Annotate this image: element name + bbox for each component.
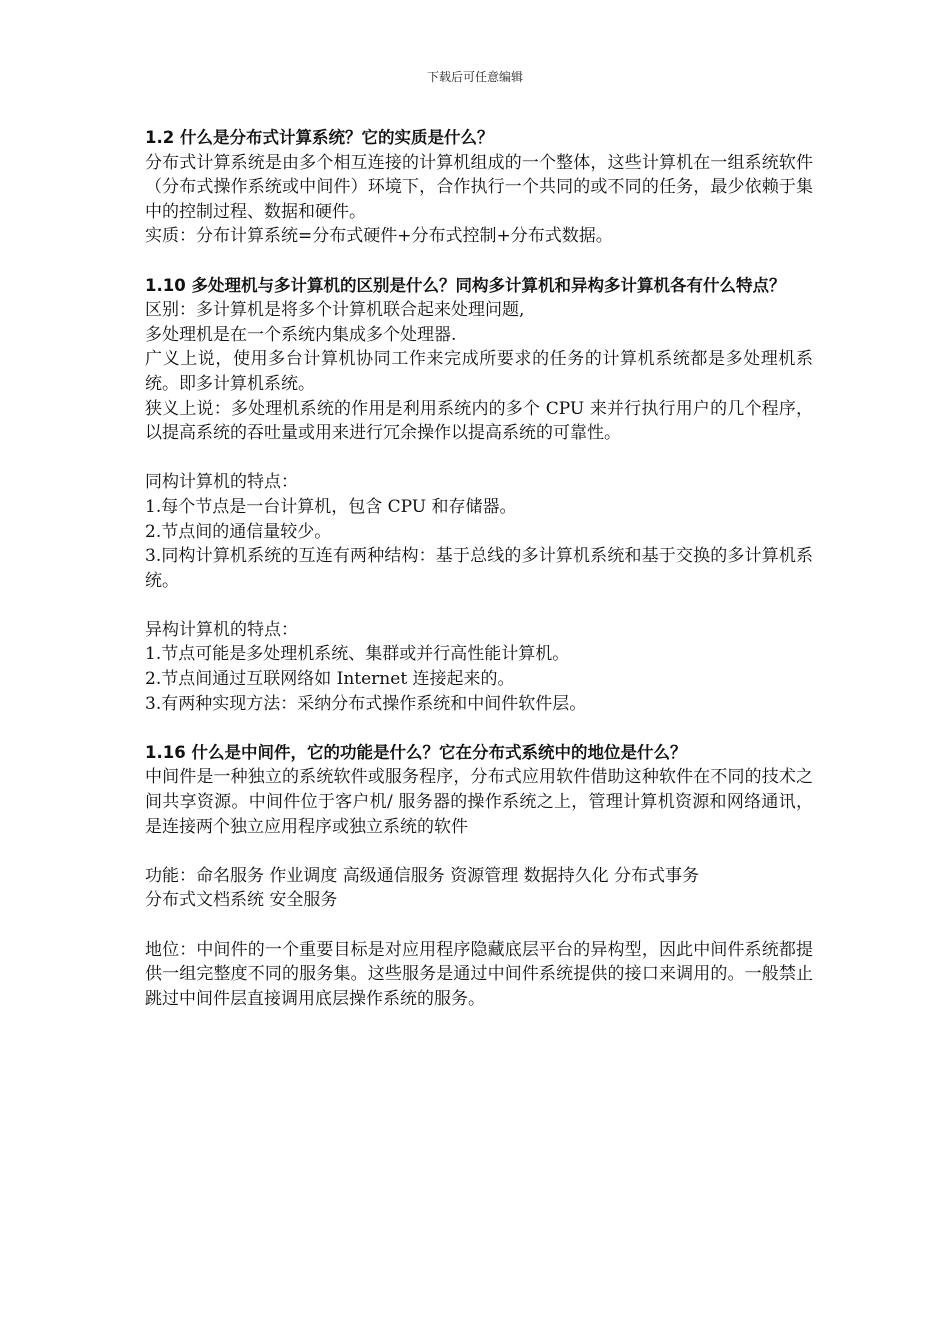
list-item: 1.每个节点是一台计算机，包含 CPU 和存储器。 <box>145 496 517 517</box>
section-middleware <box>145 741 813 1012</box>
spacer <box>145 839 813 864</box>
paragraph: 分布式计算系统是由多个相互连接的计算机组成的一个整体，这些计算机在一组系统软件（分布式操作系统或中间件）环境下，合作执行一个共同的或不同的任务，最少依赖于集中的控制过程、数据和硬件。 <box>145 152 813 222</box>
paragraph: 广义上说，使用多台计算机协同工作来完成所要求的任务的计算机系统都是多处理机系统。即多计算机系统。 <box>145 349 813 394</box>
paragraph: 实质：分布计算系统=分布式硬件+分布式控制+分布式数据。 <box>145 226 613 247</box>
document-body <box>145 126 813 1011</box>
section-multiprocessor <box>145 274 813 717</box>
subheading: 同构计算机的特点： <box>145 472 298 493</box>
page-header-note: 下载后可任意编辑 <box>426 70 523 84</box>
paragraph: 功能：命名服务 作业调度 高级通信服务 资源管理 数据持久化 分布式事务 <box>145 865 700 886</box>
spacer <box>145 593 813 618</box>
spacer <box>145 716 813 741</box>
question-heading: 1.10 多处理机与多计算机的区别是什么？同构多计算机和异构多计算机各有什么特点？ <box>145 275 786 295</box>
question-heading: 1.16 什么是中间件，它的功能是什么？它在分布式系统中的地位是什么？ <box>145 742 687 762</box>
paragraph: 狭义上说：多处理机系统的作用是利用系统内的多个 CPU 来并行执行用户的几个程序，以提高系统的吞吐量或用来进行冗余操作以提高系统的可靠性。 <box>145 398 813 444</box>
subheading: 异构计算机的特点： <box>145 619 298 640</box>
question-heading: 1.2 什么是分布式计算系统？它的实质是什么？ <box>145 128 494 147</box>
list-item: 3.有两种实现方法：采纳分布式操作系统和中间件软件层。 <box>145 693 587 714</box>
list-item: 3.同构计算机系统的互连有两种结构：基于总线的多计算机系统和基于交换的多计算机系统。 <box>145 546 813 591</box>
section-distributed-computing <box>145 126 813 249</box>
list-item: 2.节点间的通信量较少。 <box>145 521 332 542</box>
paragraph: 区别：多计算机是将多个计算机联合起来处理问题, <box>145 300 525 321</box>
paragraph: 多处理机是在一个系统内集成多个处理器. <box>145 324 457 345</box>
spacer <box>145 249 813 274</box>
paragraph: 中间件是一种独立的系统软件或服务程序，分布式应用软件借助这种软件在不同的技术之间共享资源。中间件位于客户机/ 服务器的操作系统之上，管理计算机资源和网络通讯，是连接两个独立应用程序或独立系统的软件 <box>145 767 813 837</box>
spacer <box>145 913 813 938</box>
list-item: 1.节点可能是多处理机系统、集群或并行高性能计算机。 <box>145 644 570 665</box>
paragraph: 分布式文档系统 安全服务 <box>145 890 338 911</box>
list-item: 2.节点间通过互联网络如 Internet 连接起来的。 <box>145 669 515 690</box>
spacer <box>145 446 813 471</box>
paragraph: 地位：中间件的一个重要目标是对应用程序隐藏底层平台的异构型，因此中间件系统都提供一组完整度不同的服务集。这些服务是通过中间件系统提供的接口来调用的。一般禁止跳过中间件层直接调用底层操作系统的服务。 <box>145 939 813 1009</box>
